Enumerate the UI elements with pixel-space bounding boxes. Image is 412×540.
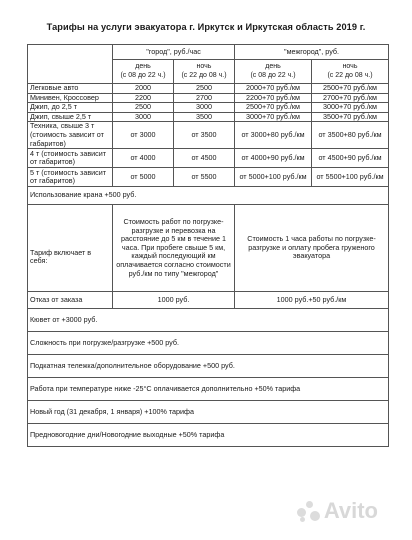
intercity-day-price: 2500+70 руб./км [235,103,312,113]
crane-note: Использование крана +500 руб. [28,187,389,205]
intercity-day-price: 2200+70 руб./км [235,93,312,103]
row-label: Техника, свыше 3 т (стоимость зависит от габаритов) [28,122,113,149]
tariff-label: Тариф включает в себя: [28,205,113,292]
city-night-price: 2700 [174,93,235,103]
city-day-price: от 3000 [113,122,174,149]
intercity-day-price: 3000+70 руб./км [235,112,312,122]
intercity-day-price: от 4000+90 руб./км [235,149,312,168]
tariff-row [28,205,389,292]
header-row [28,45,389,60]
refusal-intercity: 1000 руб.+50 руб./км [235,292,389,309]
header-intercity: "межгород", руб. [235,45,389,60]
avito-logo-icon [297,500,319,522]
intercity-night-price: от 5500+100 руб./км [312,168,389,187]
intercity-night-price: от 3500+80 руб./км [312,122,389,149]
table-row [28,149,389,168]
note-text: Предновогодние дни/Новогодние выходные +50% тарифа [28,424,389,447]
avito-watermark [297,498,378,524]
city-day-price: 2500 [113,103,174,113]
table-row [28,168,389,187]
header-empty-cell [28,45,113,84]
table-row [28,84,389,94]
note-row [28,355,389,378]
header-city: "город", руб./час [113,45,235,60]
intercity-day-price: от 5000+100 руб./км [235,168,312,187]
row-label: Легковые авто [28,84,113,94]
city-day-price: от 4000 [113,149,174,168]
intercity-night-price: 3500+70 руб./км [312,112,389,122]
city-day-price: 2000 [113,84,174,94]
intercity-night-price: 2500+70 руб./км [312,84,389,94]
refusal-row [28,292,389,309]
refusal-label: Отказ от заказа [28,292,113,309]
tariff-city-desc: Стоимость работ по погрузке-разгрузке и перевозка на расстояние до 5 км в течение 1 часа. При пробеге свыше 5 км, каждый последующий км оплачивается согласно стоимости руб./км по типу "межгород" [113,205,235,292]
note-text: Подкатная тележка/дополнительное оборудование +500 руб. [28,355,389,378]
intercity-night-price: от 4500+90 руб./км [312,149,389,168]
page-title: Тарифы на услуги эвакуатора г. Иркутск и Иркутская область 2019 г. [46,22,366,32]
intercity-night-price: 2700+70 руб./км [312,93,389,103]
intercity-day-price: 2000+70 руб./км [235,84,312,94]
table-row [28,122,389,149]
note-text: Работа при температуре ниже -25°С оплачивается дополнительно +50% тарифа [28,378,389,401]
note-text: Кювет от +3000 руб. [28,309,389,332]
crane-row [28,187,389,205]
price-table [27,44,389,447]
note-row [28,424,389,447]
note-row [28,378,389,401]
row-label: Джип, свыше 2,5 т [28,112,113,122]
city-night-price: от 5500 [174,168,235,187]
subheader-intercity-night: ночь (с 22 до 08 ч.) [312,60,389,84]
note-text: Новый год (31 декабря, 1 января) +100% тарифа [28,401,389,424]
intercity-night-price: 3000+70 руб./км [312,103,389,113]
note-text: Сложность при погрузке/разгрузке +500 руб. [28,332,389,355]
row-label: 5 т (стоимость зависит от габаритов) [28,168,113,187]
note-row [28,332,389,355]
subheader-city-day: день (с 08 до 22 ч.) [113,60,174,84]
note-row [28,401,389,424]
city-night-price: от 3500 [174,122,235,149]
intercity-day-price: от 3000+80 руб./км [235,122,312,149]
row-label: Минивен, Кроссовер [28,93,113,103]
city-night-price: 2500 [174,84,235,94]
city-day-price: 3000 [113,112,174,122]
city-night-price: от 4500 [174,149,235,168]
row-label: 4 т (стоимость зависит от габаритов) [28,149,113,168]
city-day-price: 2200 [113,93,174,103]
city-day-price: от 5000 [113,168,174,187]
row-label: Джип, до 2,5 т [28,103,113,113]
table-row [28,103,389,113]
city-night-price: 3000 [174,103,235,113]
note-row [28,309,389,332]
subheader-city-night: ночь (с 22 до 08 ч.) [174,60,235,84]
tariff-intercity-desc: Стоимость 1 часа работы по погрузке-разгрузке и оплату пробега груженого эвакуатора [235,205,389,292]
city-night-price: 3500 [174,112,235,122]
refusal-city: 1000 руб. [113,292,235,309]
watermark-text: Avito [323,498,378,523]
subheader-intercity-day: день (с 08 до 22 ч.) [235,60,312,84]
